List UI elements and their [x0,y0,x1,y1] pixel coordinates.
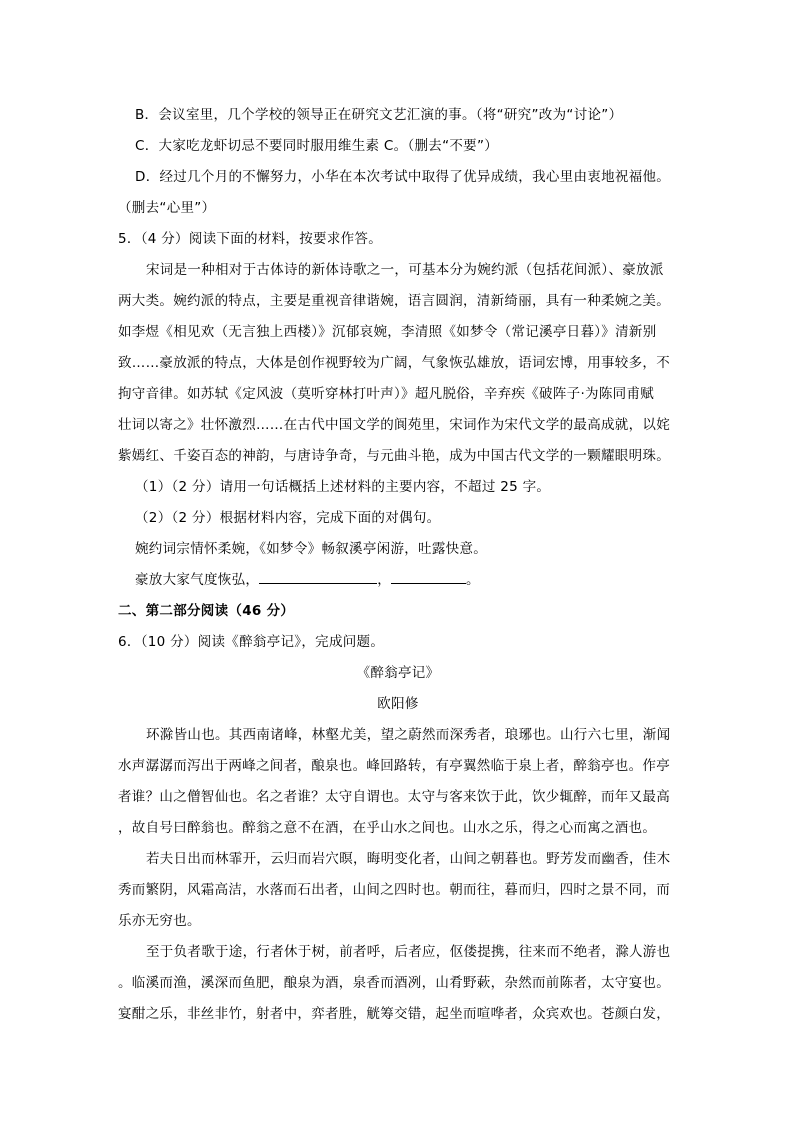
passage-line: 秀而繁阴，风霜高洁，水落而石出者，山间之四时也。朝而往，暮而归，四时之景不同，而 [118,882,670,898]
passage-author: 欧阳修 [377,696,419,712]
passage-line: 宴酣之乐，非丝非竹，射者中，弈者胜，觥筹交错，起坐而喧哗者，众宾欢也。苍颜白发， [118,1006,670,1022]
section-2-heading: 二、第二部分阅读（46 分） [118,603,295,619]
answer-blank-1[interactable] [259,568,377,584]
passage-line: 水声潺潺而泻出于两峰之间者，酿泉也。峰回路转，有亭翼然临于泉上者，醉翁亭也。作亭 [118,758,670,774]
question-5-heading: 5．（4 分）阅读下面的材料，按要求作答。 [118,231,383,247]
question-6-heading: 6．（10 分）阅读《醉翁亭记》，完成问题。 [118,634,385,650]
couplet-line-2 [118,565,678,596]
option-d-note: （删去“心里”） [118,200,216,216]
passage-line: 环滁皆山也。其西南诸峰，林壑尤美，望之蔚然而深秀者，琅琊也。山行六七里，渐闻 [146,727,671,743]
passage-line: 至于负者歌于途，行者休于树，前者呼，后者应，伛偻提携，往来而不绝者，滁人游也 [146,944,671,960]
option-b: B．会议室里，几个学校的领导正在研究文艺汇演的事。（将“研究”改为“讨论”） [135,107,623,123]
q5-passage-line: 紫嫣红、千姿百态的神韵，与唐诗争奇，与元曲斗艳，成为中国古代文学的一颗耀眼明珠。 [118,448,670,464]
option-d: D．经过几个月的不懈努力，小华在本次考试中取得了优异成绩，我心里由衷地祝福他。 [135,169,671,185]
q5-passage-line: 致……豪放派的特点，大体是创作视野较为广阔，气象恢弘雄放，语词宏博，用事较多，不 [118,355,670,371]
q5-subquestion-1: （1）（2 分）请用一句话概括上述材料的主要内容，不超过 25 字。 [135,479,551,495]
couplet-end: 。 [466,572,480,588]
q5-subquestion-2: （2）（2 分）根据材料内容，完成下面的对偶句。 [135,510,441,526]
q5-passage-line: 如李煜《相见欢（无言独上西楼）》沉郁哀婉，李清照《如梦令（常记溪亭日暮）》清新别 [118,324,657,340]
passage-title: 《醉翁亭记》 [356,665,440,681]
answer-blank-2[interactable] [391,568,466,584]
option-c: C．大家吃龙虾切忌不要同时服用维生素 C。（删去“不要”） [135,138,499,154]
passage-line: ，故自号曰醉翁也。醉翁之意不在酒，在乎山水之间也。山水之乐，得之心而寓之酒也。 [118,820,657,836]
q5-passage-line: 两大类。婉约派的特点，主要是重视音律谐婉，语言圆润，清新绮丽，具有一种柔婉之美。 [118,293,670,309]
passage-line: 若夫日出而林霏开，云归而岩穴暝，晦明变化者，山间之朝暮也。野芳发而幽香，佳木 [146,851,671,867]
passage-line: 。临溪而渔，溪深而鱼肥，酿泉为酒，泉香而酒冽，山肴野蔌，杂然而前陈者，太守宴也。 [118,975,670,991]
couplet-comma: ， [377,572,392,588]
q5-passage-line: 宋词是一种相对于古体诗的新体诗歌之一，可基本分为婉约派（包括花间派）、豪放派 [146,262,664,278]
exam-page [118,100,678,1030]
couplet-prefix: 豪放大家气度恢弘， [135,572,260,588]
q5-passage-line: 壮词以寄之》壮怀激烈……在古代中国文学的阆苑里，宋词作为宋代文学的最高成就，以姹 [118,417,670,433]
q5-passage-line: 拘守音律。如苏轼《定风波（莫听穿林打叶声）》超凡脱俗，辛弃疾《破阵子·为陈同甫赋 [118,386,655,402]
couplet-line-1: 婉约词宗情怀柔婉，《如梦令》畅叙溪亭闲游，吐露快意。 [135,541,488,557]
passage-line: 者谁？山之僧智仙也。名之者谁？太守自谓也。太守与客来饮于此，饮少辄醉，而年又最高 [118,789,670,805]
passage-line: 乐亦无穷也。 [118,913,201,929]
